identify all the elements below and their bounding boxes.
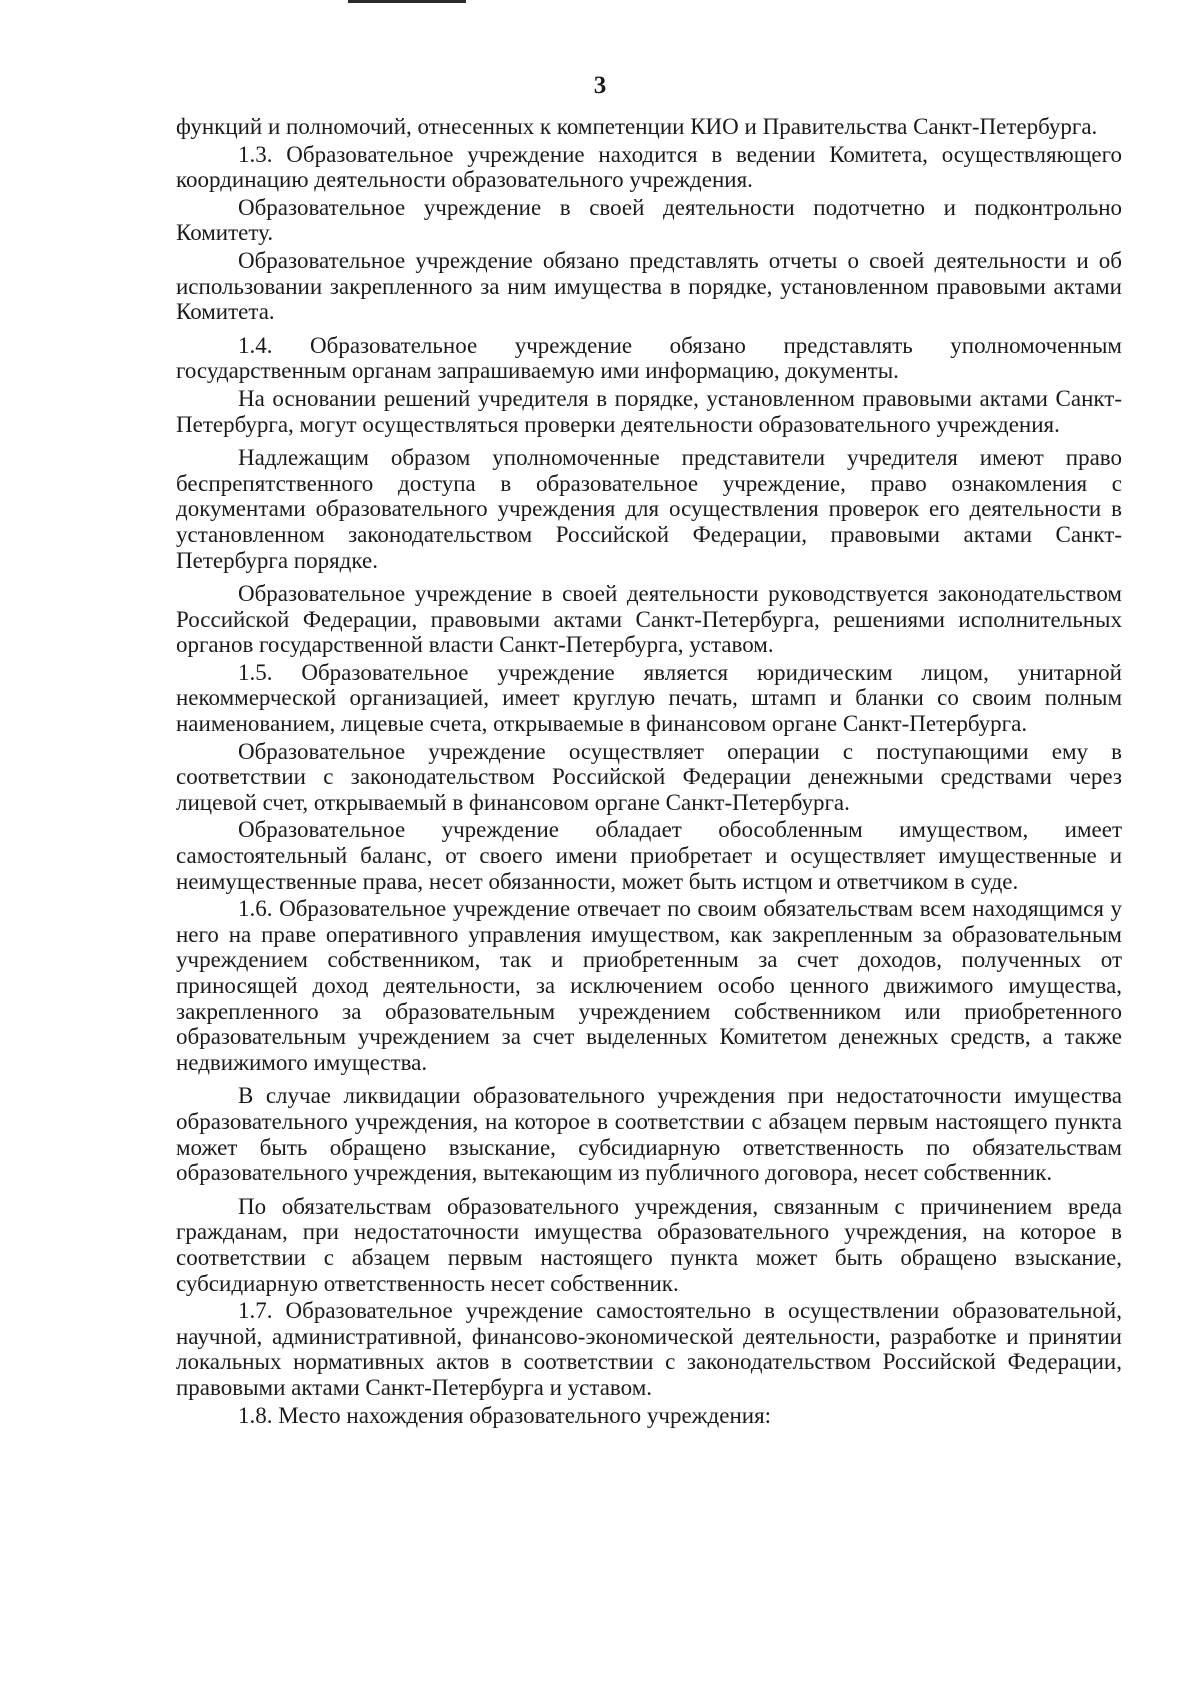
paragraph: Надлежащим образом уполномоченные представители учредителя имеют право беспрепятственного доступа в образовательное учреждение, право ознакомления с документами образовательного учреждения для осуществления проверок его деятельности в установленном законодательством Российской Федерации, правовыми актами Санкт-Петербурга порядке. (176, 445, 1122, 573)
paragraph: На основании решений учредителя в порядке, установленном правовыми актами Санкт-Петербурга, могут осуществляться проверки деятельности образовательного учреждения. (176, 385, 1122, 437)
top-rule (348, 0, 466, 3)
paragraph-1-3: 1.3. Образовательное учреждение находится в ведении Комитета, осуществляющего координацию деятельности образовательного учреждения. (176, 141, 1122, 193)
paragraph-continuation: функций и полномочий, отнесенных к компетенции КИО и Правительства Санкт-Петербурга. (176, 114, 1098, 139)
paragraph-1-5: 1.5. Образовательное учреждение является юридическим лицом, унитарной некоммерческой организацией, имеет круглую печать, штамп и бланки со своим полным наименованием, лицевые счета, открываемые в финансовом органе Санкт-Петербурга. (176, 659, 1122, 737)
paragraph: Образовательное учреждение осуществляет операции с поступающими ему в соответствии с законодательством Российской Федерации денежными средствами через лицевой счет, открываемый в финансовом органе Санкт-Петербурга. (176, 738, 1122, 815)
paragraph-1-6: 1.6. Образовательное учреждение отвечает по своим обязательствам всем находящимся у него на праве оперативного управления имуществом, как закрепленным за образовательным учреждением собственником, так и приобретенным за счет доходов, полученных от приносящей доход деятельности, за исключением особо ценного движимого имущества, закрепленного за образовательным учреждением собственником или приобретенного образовательным учреждением за счет выделенных Комитетом денежных средств, а также недвижимого имущества. (176, 896, 1122, 1075)
body-text (176, 114, 1122, 1430)
paragraph: В случае ликвидации образовательного учреждения при недостаточности имущества образовательного учреждения, на которое в соответствии с абзацем первым настоящего пункта может быть обращено взыскание, субсидиарную ответственность по обязательствам образовательного учреждения, вытекающим из публичного договора, несет собственник. (176, 1083, 1122, 1186)
paragraph: По обязательствам образовательного учреждения, связанным с причинением вреда гражданам, при недостаточности имущества образовательного учреждения, на которое в соответствии с абзацем первым настоящего пункта может быть обращено взыскание, субсидиарную ответственность несет собственник. (176, 1193, 1122, 1296)
paragraph-1-7: 1.7. Образовательное учреждение самостоятельно в осуществлении образовательной, научной, административной, финансово-экономической деятельности, разработке и принятии локальных нормативных актов в соответствии с законодательством Российской Федерации, правовыми актами Санкт-Петербурга и уставом. (176, 1298, 1122, 1400)
paragraph: Образовательное учреждение обладает обособленным имуществом, имеет самостоятельный баланс, от своего имени приобретает и осуществляет имущественные и неимущественные права, несет обязанности, может быть истцом и ответчиком в суде. (176, 817, 1122, 894)
paragraph: Образовательное учреждение в своей деятельности руководствуется законодательством Российской Федерации, правовыми актами Санкт-Петербурга, решениями исполнительных органов государственной власти Санкт-Петербурга, уставом. (176, 581, 1122, 658)
paragraph-1-8: 1.8. Место нахождения образовательного учреждения: (238, 1402, 772, 1428)
paragraph-1-4: 1.4. Образовательное учреждение обязано представлять уполномоченным государственным органам запрашиваемую ими информацию, документы. (176, 332, 1122, 384)
paragraph: Образовательное учреждение в своей деятельности подотчетно и подконтрольно Комитету. (176, 194, 1122, 246)
page-number: 3 (593, 72, 607, 99)
paragraph: Образовательное учреждение обязано представлять отчеты о своей деятельности и об использовании закрепленного за ним имущества в порядке, установленном правовыми актами Комитета. (176, 247, 1122, 325)
